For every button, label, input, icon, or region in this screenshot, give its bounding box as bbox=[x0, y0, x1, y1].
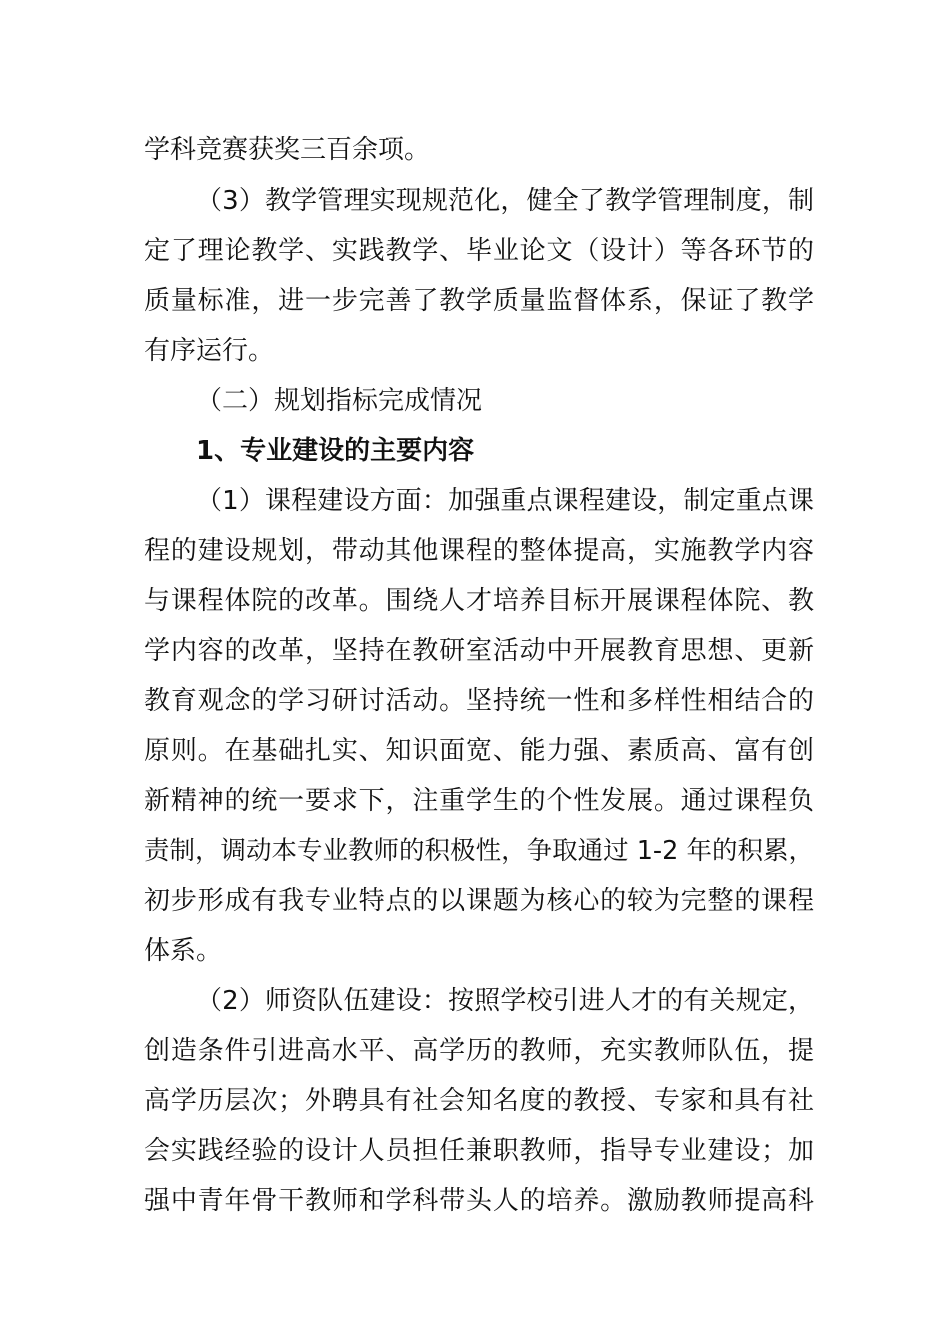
paragraph-line: 原则。在基础扎实、知识面宽、能力强、素质高、富有创 bbox=[144, 736, 814, 766]
paragraph-line: 学科竞赛获奖三百余项。 bbox=[144, 135, 431, 165]
paragraph-line: 强中青年骨干教师和学科带头人的培养。激励教师提高科 bbox=[144, 1186, 814, 1216]
paragraph-line: （1）课程建设方面：加强重点课程建设，制定重点课 bbox=[196, 486, 814, 516]
paragraph-line: 会实践经验的设计人员担任兼职教师，指导专业建设；加 bbox=[144, 1136, 814, 1166]
paragraph-line: 创造条件引进高水平、高学历的教师，充实教师队伍，提 bbox=[144, 1036, 814, 1066]
paragraph-line: 体系。 bbox=[144, 936, 223, 966]
section-heading: （二）规划指标完成情况 bbox=[196, 386, 483, 416]
paragraph-line: 程的建设规划，带动其他课程的整体提高，实施教学内容 bbox=[144, 536, 814, 566]
paragraph-line: 高学历层次；外聘具有社会知名度的教授、专家和具有社 bbox=[144, 1086, 814, 1116]
paragraph-line: （3）教学管理实现规范化，健全了教学管理制度，制 bbox=[196, 186, 814, 216]
paragraph-line: 初步形成有我专业特点的以课题为核心的较为完整的课程 bbox=[144, 886, 814, 916]
paragraph-line: 学内容的改革，坚持在教研室活动中开展教育思想、更新 bbox=[144, 636, 814, 666]
paragraph-line: 有序运行。 bbox=[144, 336, 275, 366]
subsection-heading: 1、专业建设的主要内容 bbox=[196, 436, 475, 466]
paragraph-line: 与课程体院的改革。围绕人才培养目标开展课程体院、教 bbox=[144, 586, 814, 616]
paragraph-line: 教育观念的学习研讨活动。坚持统一性和多样性相结合的 bbox=[144, 686, 814, 716]
paragraph-line: 质量标准，进一步完善了教学质量监督体系，保证了教学 bbox=[144, 286, 814, 316]
paragraph-line: （2）师资队伍建设：按照学校引进人才的有关规定， bbox=[196, 986, 814, 1016]
paragraph-line: 定了理论教学、实践教学、毕业论文（设计）等各环节的 bbox=[144, 236, 814, 266]
paragraph-line: 新精神的统一要求下，注重学生的个性发展。通过课程负 bbox=[144, 786, 814, 816]
paragraph-line: 责制，调动本专业教师的积极性，争取通过 1-2 年的积累， bbox=[144, 836, 814, 866]
